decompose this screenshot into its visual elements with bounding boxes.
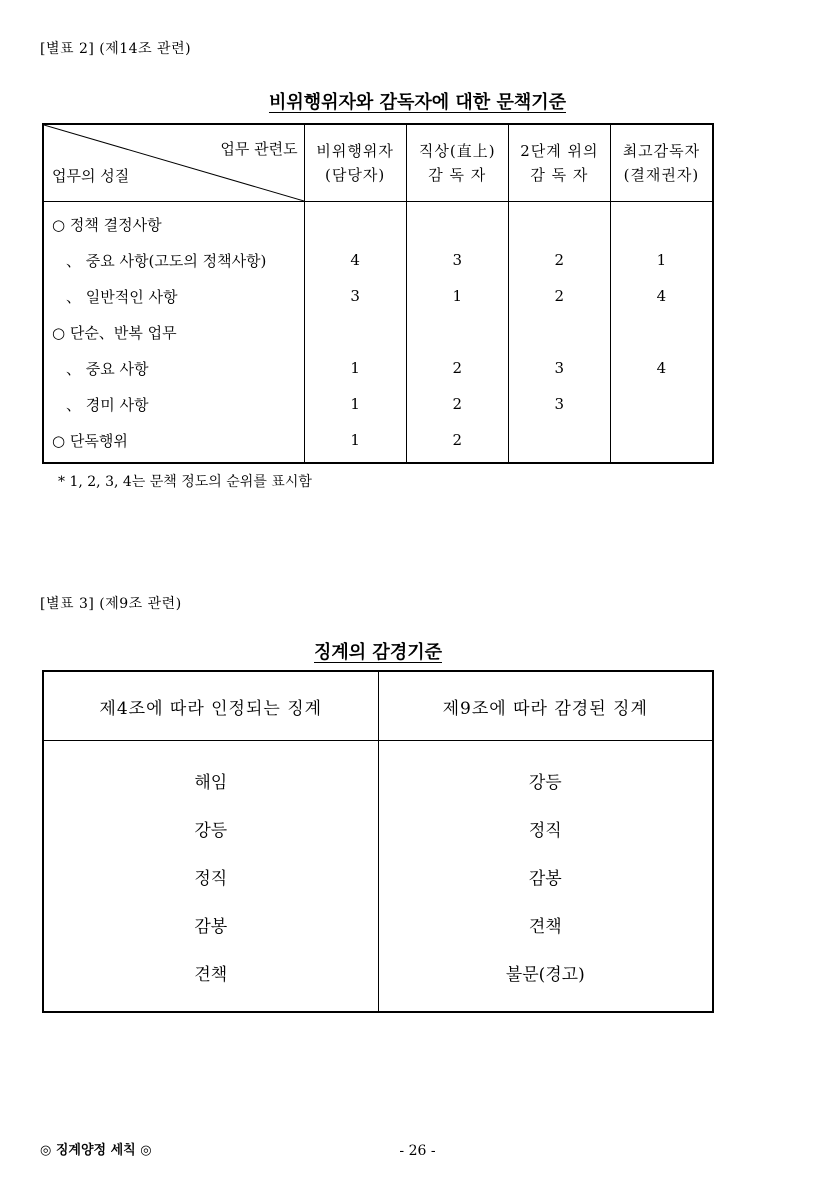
row-label: 、 중요 사항 <box>66 359 149 378</box>
cell: 3 <box>508 386 610 422</box>
header-mitigated-discipline: 제9조에 따라 감경된 징계 <box>378 671 713 741</box>
row-label: 、 일반적인 사항 <box>66 287 178 306</box>
footer-document-title: ◎ 징계양정 세칙 ◎ <box>40 1143 152 1158</box>
cell: 정직 <box>194 868 228 889</box>
cell: 3 <box>508 350 610 386</box>
cell: 2 <box>406 386 508 422</box>
appendix2-title: 비위행위자와 감독자에 대한 문책기준 <box>268 92 566 113</box>
table-row <box>43 804 713 852</box>
table-row <box>43 900 713 948</box>
table-row <box>43 386 713 422</box>
header-col-2: 직상(直上) 감 독 자 <box>406 124 508 202</box>
cell: 감봉 <box>194 916 228 937</box>
table-row <box>43 741 713 805</box>
diagonal-header-cell <box>43 124 304 202</box>
table-row <box>43 278 713 314</box>
cell: 1 <box>304 386 406 422</box>
cell <box>610 386 713 422</box>
row-label: ○ 정책 결정사항 <box>52 215 162 234</box>
cell: 4 <box>610 350 713 386</box>
responsibility-table <box>42 123 714 464</box>
cell <box>610 314 713 350</box>
header-col-1: 비위행위자 (담당자) <box>304 124 406 202</box>
appendix3-label: [별표 3] (제9조 관련) <box>40 596 182 612</box>
appendix2-label: [별표 2] (제14조 관련) <box>40 41 192 57</box>
cell: 불문(경고) <box>378 948 713 1012</box>
cell: 1 <box>304 422 406 463</box>
cell: 3 <box>406 242 508 278</box>
cell: 정직 <box>378 804 713 852</box>
cell: 3 <box>304 278 406 314</box>
table-row <box>43 314 713 350</box>
cell: 1 <box>304 350 406 386</box>
cell: 1 <box>406 278 508 314</box>
table-row <box>43 242 713 278</box>
appendix3-title: 징계의 감경기준 <box>314 642 442 663</box>
cell <box>304 202 406 243</box>
table-row <box>43 948 713 1012</box>
cell <box>610 202 713 243</box>
table-row <box>43 422 713 463</box>
header-nature: 업무의 성질 <box>52 167 130 185</box>
table-note: * 1, 2, 3, 4는 문책 정도의 순위를 표시함 <box>58 474 312 490</box>
table-header-row <box>43 124 713 202</box>
cell: 2 <box>508 242 610 278</box>
table-row <box>43 202 713 243</box>
row-label: ○ 단독행위 <box>52 431 128 450</box>
cell: 강등 <box>378 741 713 805</box>
diagonal-line <box>44 125 304 201</box>
row-label: ○ 단순、반복 업무 <box>52 323 177 342</box>
header-original-discipline: 제4조에 따라 인정되는 징계 <box>43 671 378 741</box>
cell <box>304 314 406 350</box>
table-header-row <box>43 671 713 741</box>
cell: 해임 <box>194 772 228 793</box>
table-row <box>43 852 713 900</box>
cell <box>406 314 508 350</box>
cell: 4 <box>304 242 406 278</box>
cell <box>508 202 610 243</box>
row-label: 、 경미 사항 <box>66 395 149 414</box>
cell: 강등 <box>194 820 228 841</box>
header-col-4: 최고감독자 (결재권자) <box>610 124 713 202</box>
cell: 견책 <box>378 900 713 948</box>
cell: 1 <box>610 242 713 278</box>
cell <box>406 202 508 243</box>
row-label: 、 중요 사항(고도의 정책사항) <box>66 251 267 270</box>
header-relation: 업무 관련도 <box>220 140 298 158</box>
table-row <box>43 350 713 386</box>
header-col-3: 2단계 위의 감 독 자 <box>508 124 610 202</box>
cell: 감봉 <box>378 852 713 900</box>
page-number: - 26 - <box>399 1143 436 1159</box>
cell: 2 <box>406 350 508 386</box>
cell: 2 <box>508 278 610 314</box>
cell <box>610 422 713 463</box>
cell: 견책 <box>194 964 228 985</box>
cell: 2 <box>406 422 508 463</box>
cell <box>508 314 610 350</box>
cell: 4 <box>610 278 713 314</box>
cell <box>508 422 610 463</box>
mitigation-table <box>42 670 714 1013</box>
